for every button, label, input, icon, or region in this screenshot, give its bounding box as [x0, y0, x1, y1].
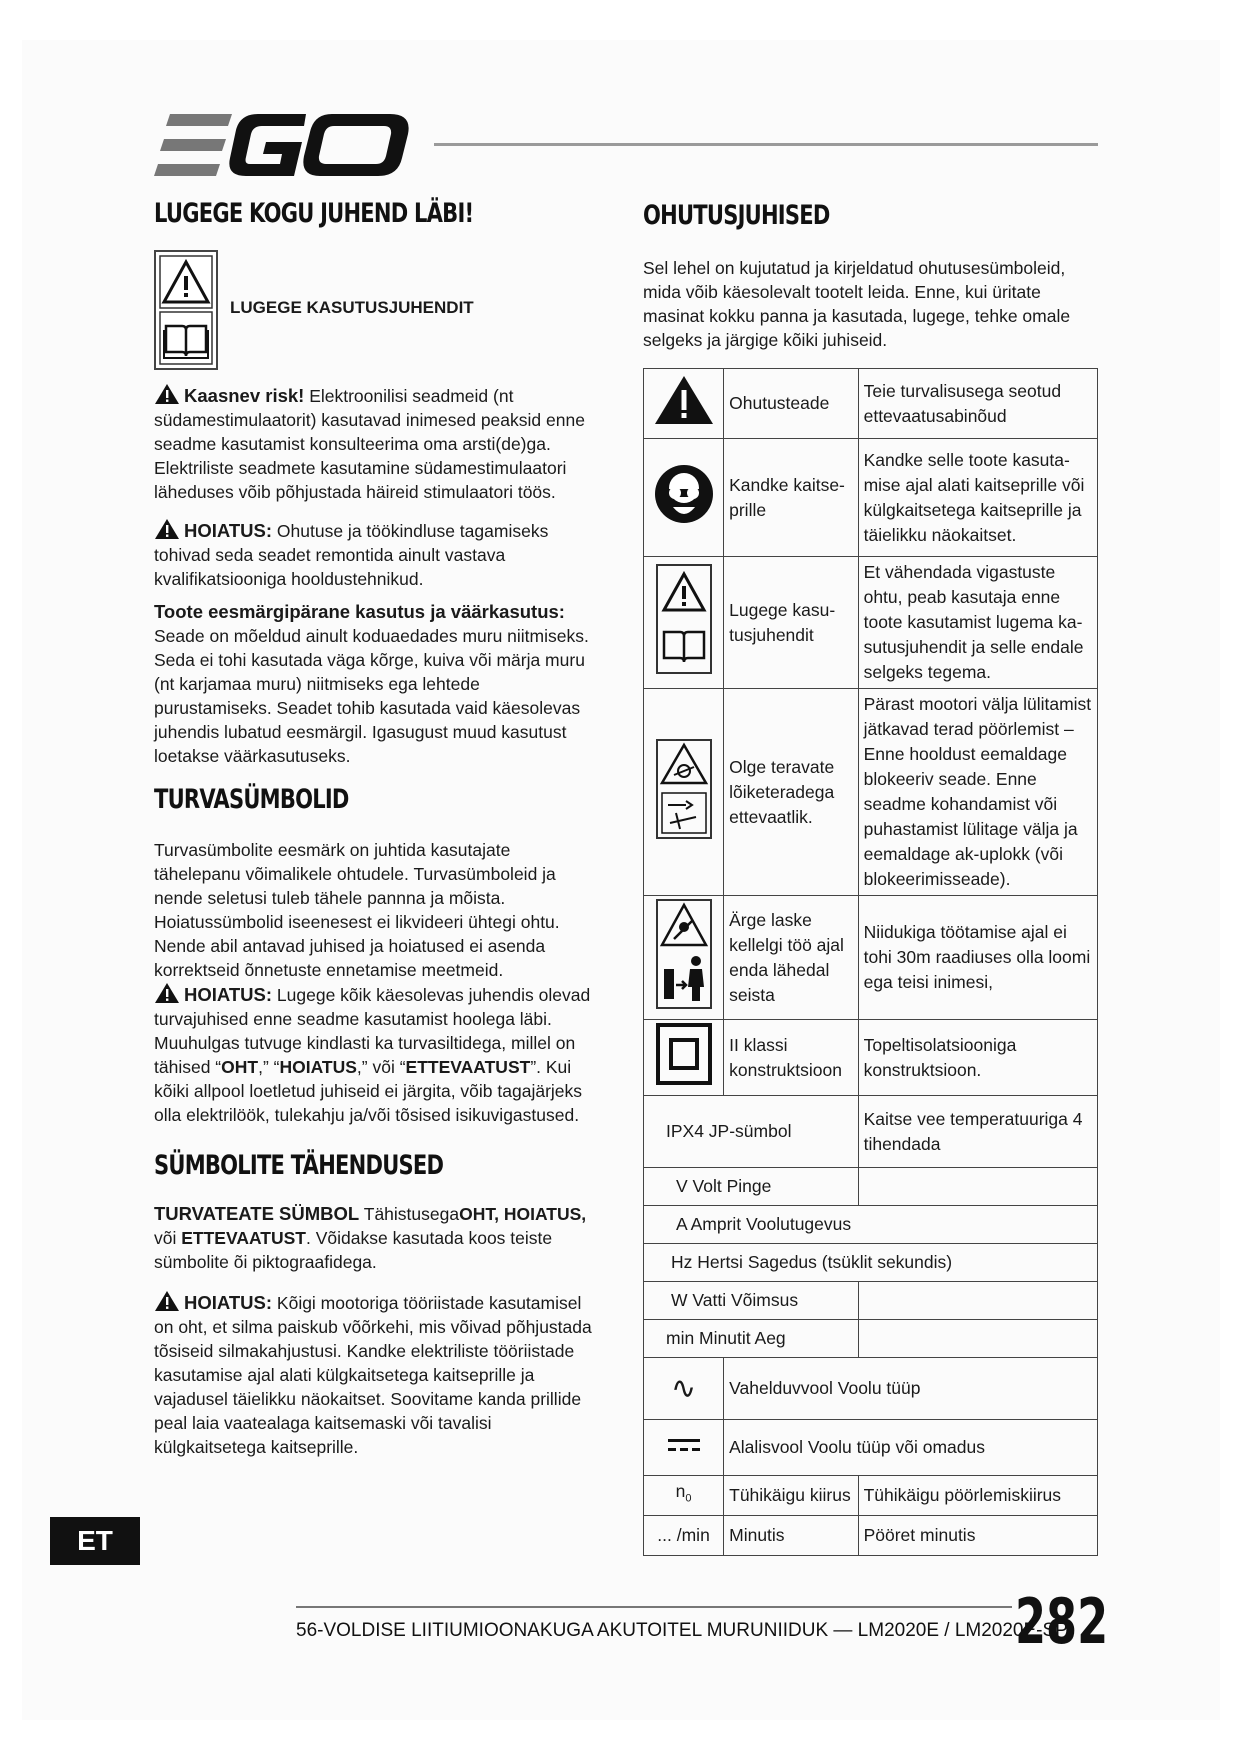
heading-read-manual: LUGEGE KOGU JUHEND LÄBI!: [154, 198, 474, 229]
warning-read-paragraph: HOIATUS: Lugege kõik käesolevas juhendis olevad turvajuhised enne seadme kasutamist hoolega läbi. Muuhulgas tutvuge kindlasti ka turvasiltidega, millel on tähised “OHT,” “HOIATUS,” või “ETTEVAATUST”. Kui kõiki allpool loetletud juhiseid ei järgita, võib tagajärjeks olla elektrilöök, tulekahju ja/või tõsised isikuvigastused.: [154, 984, 591, 1125]
table-row: $n_0$ Tühikäigu kiirus Tühikäigu pöörlemiskiirus: [644, 1476, 1098, 1516]
table-row: Lugege kasu-tusjuhendit Et vähendada vigastuste ohtu, peab kasutaja enne toote kasutamist lugema ka-sutusjuhendit ja selle endale selgeks tegema.: [644, 557, 1098, 689]
symbols-paragraph: Turvasümbolite eesmärk on juhtida kasutajate tähelepanu võimalikele ohtudele. Turvasümboleid ja nende seletusi tuleb tähele pannna ja mõista. Hoiatussümbolid iseenesest ei likvideeri ühtegi ohtu. Nende abil antavad juhised ja hoiatused ei asenda korrektseid õnnetuste ennetamise meetmeid.: [154, 840, 560, 980]
table-row: [644, 1244, 1098, 1282]
heading-symbol-meanings: SÜMBOLITE TÄHENDUSED: [154, 1150, 444, 1181]
warning-service-paragraph: HOIATUS: Ohutuse ja töökindluse tagamiseks tohivad seda seadet remontida ainult vastava kvalifikatsiooniga hooldustehnikud.: [154, 520, 549, 589]
keep-bystanders-away-icon: [656, 899, 712, 1009]
table-row: Olge teravate lõiketeradega ettevaatlik. Pärast mootori välja lülitamist jätkavad terad pöörlemist – Enne hooldust eemaldage blokeeriv seade. Enne seadme kohandamist või puhastamist lülitage välja ja eemaldage ak-uplokk (või blokeerimisseade).: [644, 689, 1098, 896]
unit-cell: W Vatti Võimsus: [644, 1282, 859, 1320]
table-row: [644, 1320, 1098, 1358]
unit-cell: V Volt Pinge: [644, 1168, 859, 1206]
table-row: Ohutusteade Teie turvalisusega seotud ettevaatusabinõud: [644, 369, 1098, 439]
read-manual-badge: [154, 250, 218, 370]
table-row: [644, 1282, 1098, 1320]
table-row: Ärge laske kellelgi töö ajal enda lähedal seista Niidukiga töötamise ajal ei tohi 30m raadiuses olla loomi ega teisi inimesi,: [644, 896, 1098, 1020]
table-row: Kandke kaitse-prille Kandke selle toote kasuta-mise ajal alati kaitseprille või külgkaitsetega kaitseprille ja täielikku näokaitset.: [644, 439, 1098, 557]
class-ii-icon: [656, 1023, 712, 1085]
safety-glasses-icon: [653, 463, 715, 525]
ac-symbol: ∿: [644, 1358, 724, 1420]
intended-use-paragraph: Toote eesmärgipärane kasutus ja väärkasutus: Seade on mõeldud ainult koduaedades muru niitmiseks. Seda ei tohi kasutada väga kõrge, kuiva või märja muru (nt karjamaa muru) niitmiseks ega lehtede purustamiseks. Seadet tohib kasutada vaid käesolevas juhendis lubatud eesmärgil. Igasugust muud kasutust loetakse väärkasutuseks.: [154, 601, 589, 766]
warning-eye-paragraph: HOIATUS: Kõigi mootoriga tööriistade kasutamisel on oht, et silma paiskub võõrkehi, mis võivad põhjustada tõsiseid silmakahjustusi. Kandke elektriliste tööriistade kasutamise ajal alati külgkaitsetega kaitseprille ja vajadusel täielikku näokaitset. Soovitame kanda prillide peal laia vaatealaga kaitsemaski või tavalisi külgkaitsetega kaitseprille.: [154, 1292, 592, 1457]
symbol-cell: [644, 557, 724, 689]
header-rule: [434, 143, 1098, 146]
symbol-cell: [644, 896, 724, 1020]
table-row: ... /min Minutis Pööret minutis: [644, 1516, 1098, 1556]
warning-icon: [154, 518, 180, 540]
unit-cell: Hz Hertsi Sagedus (tsüklit sekundis): [644, 1244, 1098, 1282]
symbol-cell: [644, 439, 724, 557]
read-manual-label: LUGEGE KASUTUSJUHENDIT: [230, 298, 474, 317]
table-row: Alalisvool Voolu tüüp või omadus: [644, 1420, 1098, 1476]
heading-safety-instructions: OHUTUSJUHISED: [643, 200, 830, 231]
read-manual-icon: [656, 564, 712, 674]
warning-icon: [154, 982, 180, 1004]
unit-cell: A Amprit Voolutugevus: [644, 1206, 1098, 1244]
n0-symbol: $n_0$: [644, 1476, 724, 1516]
table-row: ∿ Vahelduvvool Voolu tüüp: [644, 1358, 1098, 1420]
signal-word-paragraph: TURVATEATE SÜMBOL TähistusegaOHT, HOIATUS, või ETTEVAATUST. Võidakse kasutada koos teiste sümbolite õi piktograafidega.: [154, 1203, 587, 1272]
warning-icon: [154, 1290, 180, 1312]
safety-symbols-table: [643, 368, 1098, 1556]
dc-current-icon: [666, 1437, 702, 1453]
risk-paragraph: Kaasnev risk! Elektroonilisi seadmeid (nt südamestimulaatorit) kasutavad inimesed peaksid enne seadme kasutamist konsulteerima oma arsti(de)ga. Elektriliste seadmete kasutamine südamestimulaatori läheduses võib põhjustada häireid stimulaatori töös.: [154, 385, 585, 502]
safety-intro: Sel lehel on kujutatud ja kirjeldatud ohutusesümboleid, mida võib käesolevalt tootelt leida. Enne, kui üritate masinat kokku panna ja kasutada, lugege, tehke omale selgeks ja järgige kõiki juhiseid.: [643, 258, 1071, 350]
symbol-cell: [644, 369, 724, 439]
svg-text:EGO: EGO: [354, 151, 359, 153]
language-tab: ET: [50, 1517, 140, 1565]
table-row: II klassi konstruktsioon Topeltisolatsiooniga konstruktsioon.: [644, 1020, 1098, 1096]
symbol-cell: [644, 1420, 724, 1476]
warning-and-book-icon: [156, 252, 216, 368]
footer-title: 56-VOLDISE LIITIUMIOONAKUGA AKUTOITEL MURUNIIDUK — LM2020E / LM2020E-SP: [296, 1620, 1068, 1641]
footer-rule: [296, 1606, 1012, 1608]
heading-safety-symbols: TURVASÜMBOLID: [154, 784, 349, 815]
symbol-cell: [644, 689, 724, 896]
ego-logo: [154, 112, 414, 178]
warning-triangle-icon: [653, 374, 715, 426]
table-row: IPX4 JP-sümbol Kaitse vee temperatuuriga 4 tihendada: [644, 1096, 1098, 1168]
sharp-blades-icon: [656, 739, 712, 839]
table-row: [644, 1168, 1098, 1206]
page-number: 282: [1015, 1585, 1109, 1658]
symbol-cell: [644, 1020, 724, 1096]
warning-icon: [154, 383, 180, 405]
unit-cell: min Minutit Aeg: [644, 1320, 859, 1358]
table-row: [644, 1206, 1098, 1244]
